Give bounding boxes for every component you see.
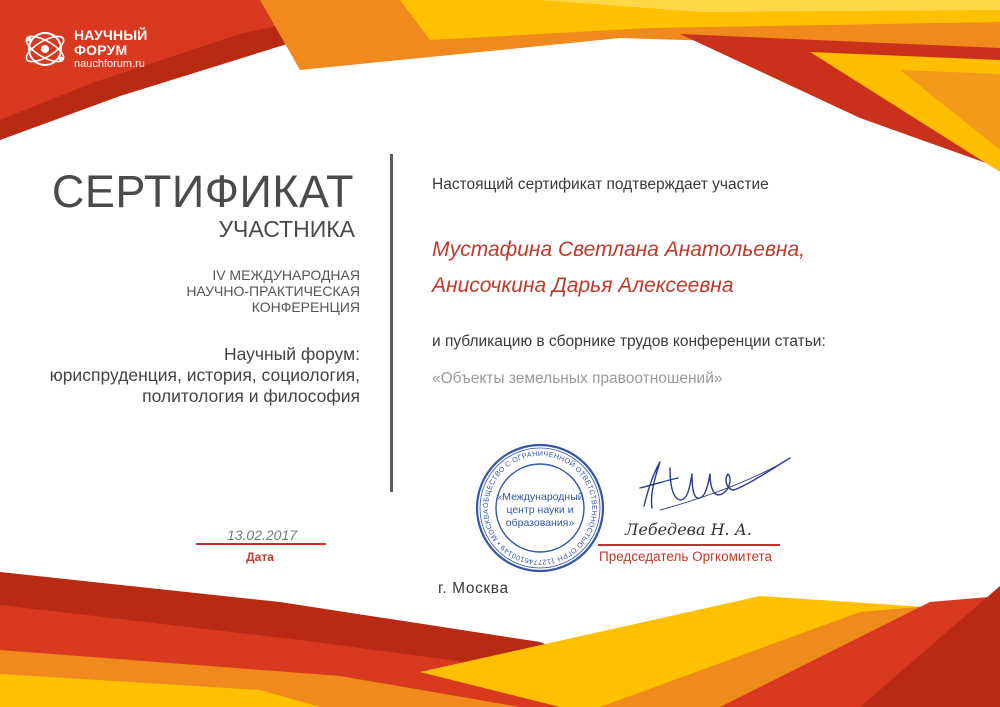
forum-line2: юриспруденция, история, социология, (49, 365, 360, 385)
date-underline (196, 543, 326, 545)
logo-line1: НАУЧНЫЙ (74, 27, 148, 43)
article-title: «Объекты земельных правоотношений» (432, 370, 723, 387)
conference-line1: IV МЕЖДУНАРОДНАЯ (212, 267, 360, 283)
stamp-center-line2: центр науки и (506, 504, 574, 516)
signer-underline (598, 544, 780, 546)
stamp-center-line3: образования» (505, 517, 575, 529)
signer-name: Лебедева Н. А. (625, 520, 752, 539)
logo-line2: ФОРУМ (74, 42, 128, 58)
conference-name (100, 267, 360, 315)
conference-line2: НАУЧНО-ПРАКТИЧЕСКАЯ (186, 283, 360, 299)
confirm-text: Настоящий сертификат подтверждает участие (432, 176, 769, 193)
organization-stamp (474, 442, 606, 574)
conference-line3: КОНФЕРЕНЦИЯ (251, 299, 360, 315)
handwritten-signature (630, 450, 800, 520)
forum-line3: политология и философия (142, 386, 360, 406)
publication-text: и публикацию в сборнике трудов конференции статьи: (432, 333, 826, 350)
forum-line1: Научный форум: (223, 344, 360, 364)
participant-name-1: Мустафина Светлана Анатольевна, (432, 238, 806, 261)
city: г. Москва (438, 580, 509, 597)
atom-globe-icon (22, 26, 68, 72)
certificate-title: СЕРТИФИКАТ (51, 166, 354, 217)
certificate-subtitle: УЧАСТНИКА (218, 216, 355, 242)
date-label: Дата (246, 550, 274, 564)
stamp-center-line1: «Международный (496, 491, 584, 503)
logo-url: nauchforum.ru (74, 58, 145, 70)
date-value: 13.02.2017 (226, 527, 298, 543)
participant-name-2: Анисочкина Дарья Алексеевна (432, 274, 734, 297)
logo-text (74, 28, 148, 70)
forum-title (20, 344, 360, 407)
stamp-ring-textpath: ОБЩЕСТВО С ОГРАНИЧЕННОЙ ОТВЕТСТВЕННОСТЬЮ ОГРН 1127746100149 • МОСКВА (480, 448, 600, 568)
signer-role: Председатель Оргкомитета (599, 549, 773, 564)
vertical-divider (390, 154, 393, 492)
